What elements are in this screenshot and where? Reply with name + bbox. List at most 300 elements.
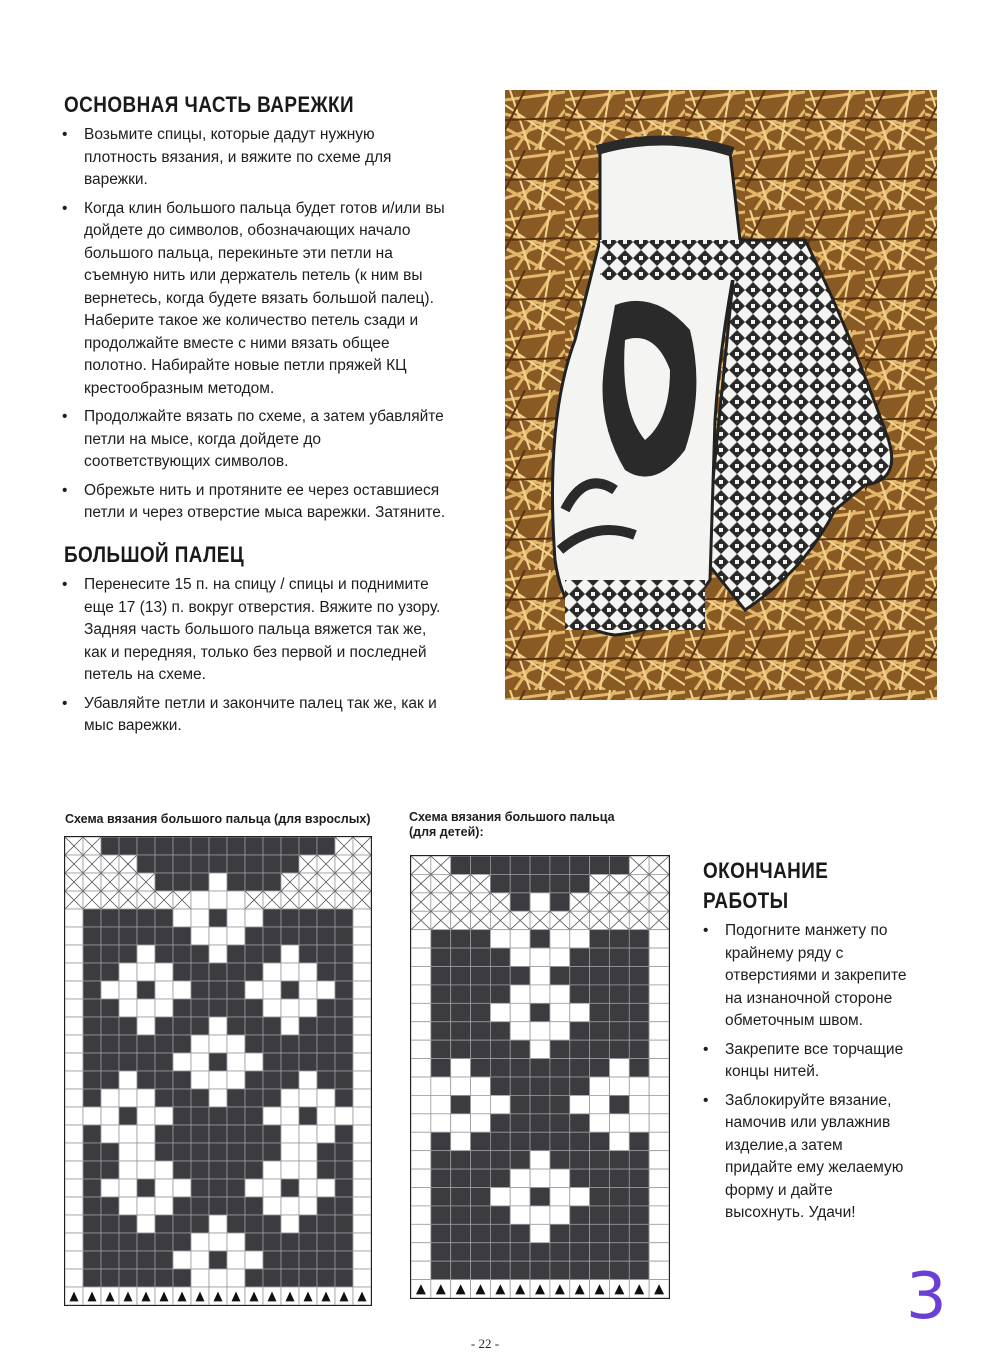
adult-chart-cell <box>191 963 209 981</box>
adult-chart-cell <box>119 1179 137 1197</box>
adult-chart-cell <box>353 927 371 945</box>
adult-chart-cell <box>173 927 191 945</box>
child-chart-cell <box>570 1077 590 1095</box>
child-chart-cell <box>590 1151 610 1169</box>
child-chart-cell <box>649 1040 669 1058</box>
adult-chart-cell <box>245 1179 263 1197</box>
main-part-title: ОСНОВНАЯ ЧАСТЬ ВАРЕЖКИ <box>64 92 355 117</box>
list-item: • Закрепите все торчащие концы нитей. <box>703 1039 913 1084</box>
child-chart-cell <box>609 1169 629 1187</box>
adult-chart-cell <box>263 1251 281 1269</box>
child-chart-cell <box>530 1188 550 1206</box>
adult-chart-cell <box>101 981 119 999</box>
adult-chart-cell <box>155 999 173 1017</box>
adult-chart-cell <box>155 1089 173 1107</box>
adult-chart-cell <box>245 1071 263 1089</box>
child-chart-cell <box>550 1169 570 1187</box>
child-chart-cell <box>490 856 510 874</box>
adult-chart-cell <box>245 927 263 945</box>
child-chart-cell <box>530 1022 550 1040</box>
adult-chart-cell <box>299 1233 317 1251</box>
child-chart-cell <box>629 1261 649 1279</box>
adult-chart-cell <box>191 927 209 945</box>
child-chart-cell <box>570 1040 590 1058</box>
adult-chart-cell <box>137 1269 155 1287</box>
child-chart-cell <box>649 1003 669 1021</box>
child-chart-cell <box>609 1040 629 1058</box>
adult-chart-cell <box>155 1161 173 1179</box>
adult-chart-cell <box>65 1053 83 1071</box>
adult-chart-cell <box>83 1071 101 1089</box>
adult-chart-cell <box>65 1161 83 1179</box>
child-chart-cell <box>451 1077 471 1095</box>
adult-chart-cell <box>335 1125 353 1143</box>
list-item: • Продолжайте вязать по схеме, а затем убавляйте петли на мысе, когда дойдете до соответствующих символов. <box>62 406 447 474</box>
finishing-list <box>703 920 913 1231</box>
child-chart-cell <box>530 1040 550 1058</box>
adult-thumb-chart <box>64 836 372 1306</box>
child-chart-cell <box>570 1151 590 1169</box>
adult-chart-cell <box>227 1251 245 1269</box>
adult-chart-cell <box>83 1233 101 1251</box>
adult-chart-cell <box>101 1269 119 1287</box>
child-chart-cell <box>649 1243 669 1261</box>
adult-chart-cell <box>281 1215 299 1233</box>
adult-chart-cell <box>173 1143 191 1161</box>
adult-chart-cell <box>119 1197 137 1215</box>
child-chart-cell <box>490 874 510 892</box>
adult-chart-cell <box>335 1053 353 1071</box>
adult-chart-cell <box>245 1251 263 1269</box>
adult-chart-cell <box>173 1107 191 1125</box>
adult-chart-cell <box>101 909 119 927</box>
child-chart-cell <box>510 1003 530 1021</box>
adult-chart-cell <box>245 909 263 927</box>
child-chart-cell <box>609 1022 629 1040</box>
child-chart-cell <box>431 1169 451 1187</box>
adult-chart-cell <box>65 1071 83 1089</box>
adult-chart-cell <box>65 1125 83 1143</box>
adult-chart-cell <box>353 1017 371 1035</box>
child-chart-cell <box>570 1243 590 1261</box>
adult-chart-cell <box>353 1197 371 1215</box>
child-chart-cell <box>530 1224 550 1242</box>
child-chart-cell <box>629 1022 649 1040</box>
adult-chart-cell <box>119 1017 137 1035</box>
adult-chart-cell <box>245 837 263 855</box>
thumb-title: БОЛЬШОЙ ПАЛЕЦ <box>64 542 245 567</box>
adult-chart-cell <box>281 909 299 927</box>
adult-chart-cell <box>65 1143 83 1161</box>
adult-chart-cell <box>209 1197 227 1215</box>
adult-chart-cell <box>263 1107 281 1125</box>
adult-chart-cell <box>209 927 227 945</box>
adult-chart-cell <box>191 855 209 873</box>
adult-chart-cell <box>245 981 263 999</box>
child-chart-cell <box>431 1003 451 1021</box>
child-chart-cell <box>431 1114 451 1132</box>
adult-chart-cell <box>173 1035 191 1053</box>
adult-chart-cell <box>119 1233 137 1251</box>
adult-chart-cell <box>227 837 245 855</box>
child-chart-cell <box>609 1003 629 1021</box>
child-chart-cell <box>431 1151 451 1169</box>
adult-chart-cell <box>281 1197 299 1215</box>
child-chart-cell <box>629 1114 649 1132</box>
adult-chart-cell <box>263 1269 281 1287</box>
adult-chart-cell <box>335 945 353 963</box>
adult-chart-cell <box>281 1269 299 1287</box>
adult-chart-cell <box>227 1053 245 1071</box>
adult-chart-cell <box>173 1215 191 1233</box>
adult-chart-cell <box>65 1233 83 1251</box>
adult-chart-cell <box>299 1017 317 1035</box>
child-chart-cell <box>411 1224 431 1242</box>
adult-chart-cell <box>281 1251 299 1269</box>
adult-chart-cell <box>173 1053 191 1071</box>
adult-chart-cell <box>245 1035 263 1053</box>
adult-chart-cell <box>209 1251 227 1269</box>
adult-chart-cell <box>119 1107 137 1125</box>
child-chart-cell <box>550 893 570 911</box>
child-chart-cell <box>570 874 590 892</box>
adult-chart-cell <box>281 855 299 873</box>
child-chart-cell <box>530 1095 550 1113</box>
adult-chart-cell <box>335 1107 353 1125</box>
adult-chart-cell <box>299 1143 317 1161</box>
child-chart-cell <box>471 1077 491 1095</box>
adult-chart-cell <box>281 1233 299 1251</box>
adult-chart-cell <box>281 1071 299 1089</box>
adult-chart-cell <box>317 1161 335 1179</box>
adult-chart-cell <box>101 1251 119 1269</box>
adult-chart-cell <box>245 1089 263 1107</box>
child-chart-cell <box>451 930 471 948</box>
child-chart-cell <box>570 1224 590 1242</box>
child-chart-cell <box>471 1243 491 1261</box>
adult-chart-cell <box>119 1035 137 1053</box>
child-chart-cell <box>471 856 491 874</box>
child-chart-cell <box>411 1095 431 1113</box>
adult-chart-cell <box>299 999 317 1017</box>
child-chart-cell <box>431 1059 451 1077</box>
child-chart-cell <box>590 1095 610 1113</box>
adult-chart-cell <box>101 1197 119 1215</box>
child-chart-cell <box>590 948 610 966</box>
adult-chart-cell <box>353 1035 371 1053</box>
adult-chart-cell <box>299 1251 317 1269</box>
child-chart-cell <box>629 1169 649 1187</box>
child-chart-cell <box>629 985 649 1003</box>
adult-chart-cell <box>119 837 137 855</box>
adult-chart-cell <box>335 1179 353 1197</box>
child-chart-cell <box>649 948 669 966</box>
adult-chart-cell <box>245 945 263 963</box>
child-chart-cell <box>510 1169 530 1187</box>
child-chart-cell <box>629 1206 649 1224</box>
child-chart-cell <box>649 1151 669 1169</box>
child-chart-cell <box>609 985 629 1003</box>
child-chart-cell <box>451 1040 471 1058</box>
child-chart-cell <box>471 1059 491 1077</box>
child-chart-cell <box>471 1022 491 1040</box>
adult-chart-cell <box>191 909 209 927</box>
adult-chart-cell <box>137 999 155 1017</box>
adult-chart-cell <box>209 945 227 963</box>
child-chart-cell <box>431 948 451 966</box>
child-chart-cell <box>431 967 451 985</box>
child-chart-cell <box>570 856 590 874</box>
adult-chart-cell <box>119 1251 137 1269</box>
child-chart-cell <box>431 1040 451 1058</box>
child-chart-cell <box>510 930 530 948</box>
child-chart-cell <box>570 1206 590 1224</box>
child-chart-cell <box>431 930 451 948</box>
child-chart-cell <box>629 1059 649 1077</box>
child-chart-cell <box>510 874 530 892</box>
child-chart-cell <box>570 1003 590 1021</box>
adult-chart-cell <box>101 999 119 1017</box>
adult-chart-cell <box>281 1035 299 1053</box>
adult-chart-cell <box>119 999 137 1017</box>
adult-chart-cell <box>191 1089 209 1107</box>
adult-chart-cell <box>173 1089 191 1107</box>
adult-chart-cell <box>317 909 335 927</box>
child-chart-cell <box>510 1114 530 1132</box>
child-chart-cell <box>510 985 530 1003</box>
adult-chart-cell <box>263 1125 281 1143</box>
adult-chart-cell <box>119 1053 137 1071</box>
child-chart-cell <box>609 1132 629 1150</box>
child-chart-cell <box>411 1059 431 1077</box>
child-chart-cell <box>649 967 669 985</box>
child-chart-cell <box>471 1169 491 1187</box>
child-chart-cell <box>431 1077 451 1095</box>
adult-chart-cell <box>353 1215 371 1233</box>
adult-chart-cell <box>191 1107 209 1125</box>
adult-chart-cell <box>227 873 245 891</box>
adult-chart-cell <box>209 963 227 981</box>
child-chart-cell <box>490 1114 510 1132</box>
child-chart-cell <box>530 967 550 985</box>
adult-chart-cell <box>245 1197 263 1215</box>
child-chart-cell <box>590 967 610 985</box>
list-item: • Перенесите 15 п. на спицу / спицы и поднимите еще 17 (13) п. вокруг отверстия. Вяжите по узору. Задняя часть большого пальца вяжется так же, как и передняя, только без первой и последней петель на схеме. <box>62 574 447 687</box>
adult-chart-cell <box>317 1197 335 1215</box>
child-chart-cell <box>411 1169 431 1187</box>
adult-chart-cell <box>335 981 353 999</box>
child-chart-cell <box>431 985 451 1003</box>
adult-chart-cell <box>65 999 83 1017</box>
child-chart-cell <box>649 1114 669 1132</box>
adult-chart-cell <box>101 1233 119 1251</box>
child-chart-cell <box>490 985 510 1003</box>
adult-chart-cell <box>65 1107 83 1125</box>
adult-chart-cell <box>335 1089 353 1107</box>
adult-chart-cell <box>245 1053 263 1071</box>
child-chart-cell <box>530 1132 550 1150</box>
adult-chart-cell <box>335 1215 353 1233</box>
adult-chart-cell <box>245 1125 263 1143</box>
adult-chart-cell <box>83 1089 101 1107</box>
adult-chart-cell <box>335 1233 353 1251</box>
adult-chart-cell <box>173 963 191 981</box>
child-chart-cell <box>590 1206 610 1224</box>
adult-chart-cell <box>101 1035 119 1053</box>
child-chart-cell <box>649 1206 669 1224</box>
adult-chart-cell <box>101 1215 119 1233</box>
child-chart-cell <box>431 1261 451 1279</box>
child-chart-cell <box>451 1224 471 1242</box>
adult-chart-cell <box>173 909 191 927</box>
adult-chart-cell <box>65 963 83 981</box>
adult-chart-cell <box>335 1269 353 1287</box>
child-chart-cell <box>530 1059 550 1077</box>
adult-chart-cell <box>173 981 191 999</box>
child-chart-cell <box>649 1059 669 1077</box>
child-chart-cell <box>431 1243 451 1261</box>
child-chart-cell <box>570 985 590 1003</box>
adult-chart-cell <box>245 1233 263 1251</box>
adult-chart-cell <box>263 1035 281 1053</box>
child-chart-cell <box>490 1003 510 1021</box>
adult-chart-cell <box>245 963 263 981</box>
child-chart-cell <box>649 1169 669 1187</box>
adult-chart-cell <box>173 1017 191 1035</box>
child-chart-cell <box>431 1132 451 1150</box>
adult-chart-cell <box>227 1143 245 1161</box>
adult-chart-cell <box>227 999 245 1017</box>
adult-chart-cell <box>227 1107 245 1125</box>
adult-chart-cell <box>119 1089 137 1107</box>
adult-chart-cell <box>335 1035 353 1053</box>
adult-chart-cell <box>353 981 371 999</box>
child-chart-cell <box>451 1243 471 1261</box>
child-chart-cell <box>550 1243 570 1261</box>
adult-chart-cell <box>83 1251 101 1269</box>
child-chart-cell <box>629 930 649 948</box>
adult-chart-cell <box>317 1071 335 1089</box>
adult-chart-cell <box>353 1269 371 1287</box>
child-chart-cell <box>490 1095 510 1113</box>
adult-chart-cell <box>209 1035 227 1053</box>
adult-chart-cell <box>299 1161 317 1179</box>
adult-chart-cell <box>155 927 173 945</box>
adult-chart-cell <box>281 1179 299 1197</box>
adult-chart-cell <box>227 1017 245 1035</box>
finishing-title-line1: ОКОНЧАНИЕ <box>703 858 829 883</box>
child-chart-cell <box>590 856 610 874</box>
child-chart-cell <box>471 1188 491 1206</box>
adult-chart-cell <box>65 1089 83 1107</box>
adult-chart-cell <box>209 1215 227 1233</box>
child-chart-cell <box>490 1224 510 1242</box>
adult-chart-cell <box>317 963 335 981</box>
child-chart-cell <box>471 1261 491 1279</box>
adult-chart-cell <box>353 1107 371 1125</box>
adult-chart-cell <box>281 1161 299 1179</box>
child-chart-cell <box>649 930 669 948</box>
child-chart-cell <box>530 1077 550 1095</box>
child-chart-cell <box>609 1224 629 1242</box>
list-item: • Подогните манжету по крайнему ряду с отверстиями и закрепите на изнаночной стороне обметочным швом. <box>703 920 913 1033</box>
child-chart-cell <box>530 1114 550 1132</box>
adult-chart-cell <box>65 1251 83 1269</box>
child-chart-cell <box>411 967 431 985</box>
adult-chart-cell <box>263 1179 281 1197</box>
adult-chart-cell <box>299 945 317 963</box>
adult-chart-cell <box>227 1089 245 1107</box>
adult-chart-cell <box>191 981 209 999</box>
child-chart-cell <box>629 1151 649 1169</box>
adult-chart-cell <box>137 1143 155 1161</box>
adult-chart-cell <box>101 1089 119 1107</box>
child-chart-cell <box>510 1040 530 1058</box>
main-part-list <box>62 124 447 531</box>
child-chart-cell <box>590 1169 610 1187</box>
adult-chart-cell <box>335 909 353 927</box>
adult-chart-cell <box>353 1251 371 1269</box>
adult-chart-cell <box>65 1179 83 1197</box>
adult-chart-cell <box>317 1125 335 1143</box>
adult-chart-cell <box>137 1017 155 1035</box>
adult-chart-cell <box>119 1125 137 1143</box>
adult-chart-cell <box>209 1107 227 1125</box>
child-chart-cell <box>490 1188 510 1206</box>
adult-chart-cell <box>317 927 335 945</box>
child-chart-cell <box>431 1206 451 1224</box>
child-chart-cell <box>649 1224 669 1242</box>
child-chart-cell <box>411 1077 431 1095</box>
child-chart-cell <box>609 948 629 966</box>
child-chart-cell <box>590 1003 610 1021</box>
adult-chart-cell <box>137 1179 155 1197</box>
adult-chart-cell <box>155 837 173 855</box>
adult-chart-cell <box>101 1125 119 1143</box>
child-chart-cell <box>649 1188 669 1206</box>
adult-chart-cell <box>65 981 83 999</box>
adult-chart-cell <box>83 1179 101 1197</box>
child-chart-cell <box>570 967 590 985</box>
child-chart-cell <box>609 856 629 874</box>
adult-chart-cell <box>263 873 281 891</box>
adult-chart-cell <box>155 1053 173 1071</box>
adult-chart-cell <box>191 837 209 855</box>
adult-chart-cell <box>353 1179 371 1197</box>
adult-chart-cell <box>263 1161 281 1179</box>
adult-chart-cell <box>335 999 353 1017</box>
child-chart-cell <box>590 930 610 948</box>
adult-chart-cell <box>83 999 101 1017</box>
child-chart-cell <box>649 1077 669 1095</box>
child-chart-cell <box>609 1114 629 1132</box>
child-chart-cell <box>530 893 550 911</box>
child-chart-cell <box>510 1151 530 1169</box>
child-chart-cell <box>550 856 570 874</box>
child-chart-cell <box>570 1095 590 1113</box>
adult-chart-cell <box>335 1143 353 1161</box>
child-chart-cell <box>629 967 649 985</box>
adult-chart-cell <box>173 945 191 963</box>
adult-chart-cell <box>137 945 155 963</box>
child-chart-cell <box>530 1261 550 1279</box>
adult-chart-cell <box>335 1161 353 1179</box>
adult-chart-cell <box>317 1053 335 1071</box>
child-chart-cell <box>490 1132 510 1150</box>
adult-chart-cell <box>263 981 281 999</box>
adult-chart-cell <box>137 1215 155 1233</box>
child-chart-cell <box>451 1132 471 1150</box>
